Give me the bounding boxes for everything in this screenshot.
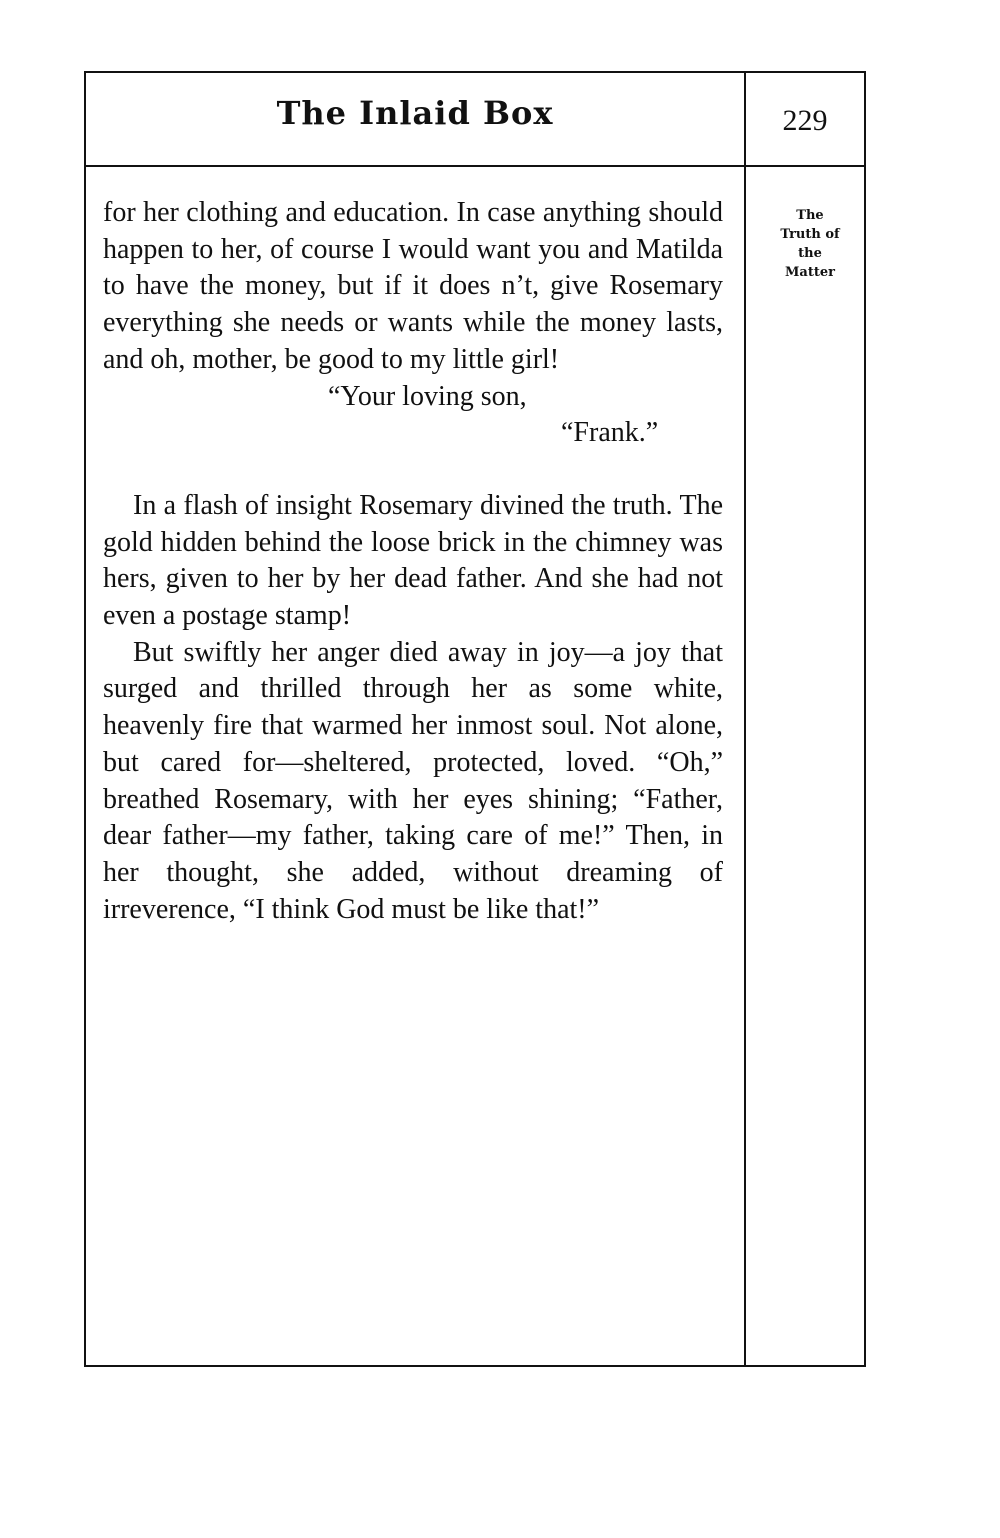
paragraph: In a flash of insight Rosemary divined the truth. The gold hidden behind the loose brick in the chimney was hers, given to her by her dead father. And she had not even a postage stamp! xyxy=(103,489,723,632)
body-text xyxy=(103,195,723,928)
side-note xyxy=(760,206,860,282)
paragraph: But swiftly her anger died away in joy—a joy that surged and thrilled through her as some white, heavenly fire that warmed her inmost soul. Not alone, but cared for—sheltered, protected, loved. “Oh,” breathed Rosemary, with her eyes shining; “Father, dear father—my father, taking care of me!” Then, in her thought, she added, without dreaming of irreverence, “I think God must be like that!” xyxy=(103,636,723,925)
letter-signature: “Frank.” xyxy=(561,417,659,449)
side-note-line: Truth of xyxy=(780,227,840,242)
header-rule xyxy=(86,165,864,167)
paragraph: for her clothing and education. In case anything should happen to her, of course I would want you and Matilda to have the money, but if it does n’t, give Rosemary everything she needs or wants while the money lasts, and oh, mother, be good to my little girl! xyxy=(103,197,723,375)
side-note-line: The xyxy=(796,208,824,223)
running-title: The Inlaid Box xyxy=(276,94,554,132)
paragraph-spacer xyxy=(103,452,723,488)
side-note-line: Matter xyxy=(785,265,835,280)
column-divider xyxy=(744,73,746,1365)
side-note-line: the xyxy=(798,246,822,261)
page-number: 229 xyxy=(782,104,828,137)
letter-closing: “Your loving son, xyxy=(328,380,527,412)
